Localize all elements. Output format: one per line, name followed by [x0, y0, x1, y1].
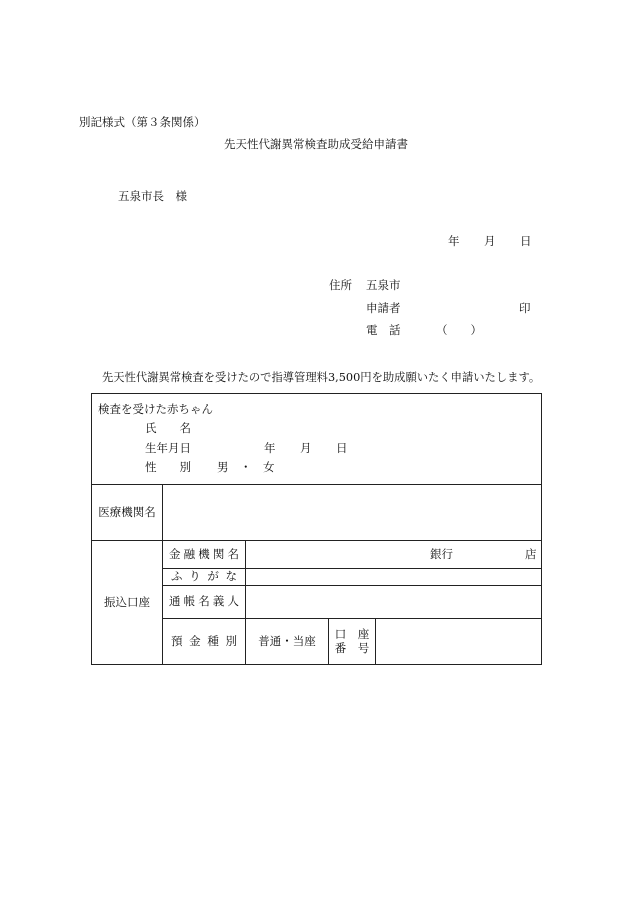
application-form-table [91, 393, 542, 665]
baby-dob-label: 生年月日 [145, 441, 191, 455]
label-char: 金 [189, 633, 201, 648]
address-label: 住所 [329, 278, 352, 292]
holder-label [163, 586, 246, 619]
date-year-label: 年 [448, 234, 460, 248]
account-number-label-line2: 番 号 [334, 640, 370, 655]
account-number-label [329, 619, 376, 665]
label-char: 義 [212, 594, 225, 609]
bank-suffix: 銀行 [430, 547, 453, 561]
label-char: な [225, 569, 237, 584]
label-char: 名 [227, 546, 239, 561]
bank-name-row [92, 541, 542, 569]
holder-label-chars [163, 596, 245, 608]
label-char: が [207, 569, 219, 584]
label-char: 別 [225, 633, 237, 648]
applicant-label: 申請者 [366, 301, 401, 315]
account-type-options[interactable]: 普通・当座 [246, 619, 329, 665]
application-statement: 先天性代謝異常検査を受けたので指導管理料3,500円を助成願いたく申請いたします。 [102, 371, 541, 384]
baby-heading: 検査を受けた赤ちゃん [98, 402, 213, 416]
label-char: 通 [169, 594, 181, 609]
form-reference: 別記様式（第３条関係） [79, 115, 206, 129]
bank-name-input[interactable] [246, 541, 542, 569]
account-number-input[interactable] [376, 619, 542, 665]
label-char: 金 [169, 546, 181, 561]
addressee: 五泉市長 様 [118, 189, 187, 203]
label-char: 名 [198, 594, 210, 609]
account-number-label-line1: 口 座 [334, 627, 370, 641]
institution-input[interactable] [163, 485, 542, 541]
phone-label: 電 話 [366, 323, 401, 337]
label-char: り [189, 569, 201, 584]
institution-label: 医療機関名 [92, 485, 163, 541]
holder-input[interactable] [246, 586, 542, 619]
baby-dob-day: 日 [336, 441, 348, 455]
address-value: 五泉市 [366, 278, 401, 292]
baby-sex-label: 性 別 [145, 460, 191, 474]
furigana-label [163, 569, 246, 586]
furigana-label-chars [163, 571, 245, 583]
baby-sex-options: 男 ・ 女 [217, 460, 275, 474]
label-char: 機 [198, 546, 210, 561]
label-char: 関 [212, 546, 225, 561]
account-label: 振込口座 [92, 541, 163, 665]
furigana-input[interactable] [246, 569, 542, 586]
date-day-label: 日 [520, 234, 532, 248]
bank-name-label-chars [163, 546, 245, 561]
label-char: 融 [183, 546, 196, 561]
baby-dob-year: 年 [264, 441, 276, 455]
institution-row [92, 485, 542, 541]
bank-name-label [163, 541, 246, 569]
label-char: 人 [227, 594, 239, 609]
baby-dob-month: 月 [300, 441, 312, 455]
label-char: 預 [171, 633, 183, 648]
account-type-label [163, 619, 246, 665]
baby-info-row [92, 394, 542, 485]
label-char: 帳 [183, 594, 196, 609]
date-month-label: 月 [484, 234, 496, 248]
phone-parens: （ ） [436, 323, 482, 337]
form-title: 先天性代謝異常検査助成受給申請書 [224, 137, 408, 151]
label-char: ふ [171, 569, 183, 584]
account-type-label-chars [163, 633, 245, 648]
baby-name-label: 氏 名 [145, 421, 191, 435]
baby-info-cell[interactable] [92, 394, 542, 485]
label-char: 種 [207, 633, 219, 648]
branch-suffix: 店 [525, 547, 537, 561]
seal-mark: 印 [519, 301, 531, 315]
